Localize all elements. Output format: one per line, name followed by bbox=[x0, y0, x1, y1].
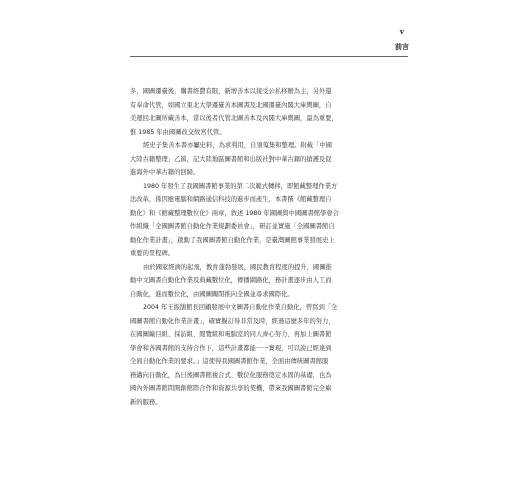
text-line: 經史子集善本書亦屬史料，為求利用，自須蒐集和整理。附載「中國 bbox=[143, 142, 332, 149]
running-head-section: 前言 bbox=[395, 43, 409, 51]
paragraph bbox=[130, 85, 405, 139]
text-line: 2004 年王振鵠館長回顧發展中文圖書自動化作業自動化，曾寫到「全 bbox=[143, 304, 338, 311]
text-line: 多，國圖遷臺後，購書經費有限，新增善本以接受公私移贈為主，另外還 bbox=[130, 88, 332, 95]
text-line: 進海外中華古籍的回歸。 bbox=[130, 169, 200, 176]
text-line: 國圖書館自動化作業計畫」，確實擬訂得非常及時，經過這麼多年的努力， bbox=[130, 317, 335, 325]
text-line: 法改革，係因應電腦和網路通信科技的進步而產生，本書撰《館藏整理自 bbox=[130, 196, 332, 203]
text-line: 新的服務。 bbox=[130, 398, 162, 406]
text-line: 全面自動化作業的要求。」這使得我國圖書館作業，全面由傳統圖書館服 bbox=[130, 358, 329, 365]
text-line: 在國圖編目組、採訪組、閱覽組和電腦室的同人齊心努力，再加上圖書館 bbox=[130, 331, 332, 338]
text-line: 1980 年發生了我國圖書館事業的第二次範式轉移，即館藏整理作業方 bbox=[143, 182, 338, 190]
text-line: 作組織「全國圖書館自動化作業規劃委員會」，研訂並實施「全國圖書館自 bbox=[130, 223, 335, 230]
paragraph bbox=[130, 261, 405, 302]
text-line: 惟 1985 年由國圖改交故宮代管。 bbox=[130, 128, 226, 136]
text-line: 學會和各國書館的支持合作下，這些計畫都能一一實現，可以說已經達到 bbox=[130, 344, 332, 352]
text-line: 有奉命代管，如國立東北大學遷臺善本圖書及北國遷臺內閣大庫輿圖，自 bbox=[130, 101, 332, 109]
body-text bbox=[130, 85, 405, 409]
text-line: 重要的里程碑。 bbox=[130, 250, 175, 257]
text-line: 動化》和《館藏整理數位化》兩章，敘述 1980 年國圖與中國圖書館學會合 bbox=[130, 209, 339, 217]
text-line: 自動化，進而數位化，由國圖關閉推向全國並尋求國際化。 bbox=[130, 290, 294, 298]
text-line: 務邁向自動化，為日後圖書館複合式、數位化服務奠定永固的基礎，也為 bbox=[130, 371, 332, 379]
paragraph bbox=[130, 139, 405, 180]
paragraph bbox=[130, 301, 405, 409]
text-line: 美運回北圖所藏善本，當以後者代管北圖善本及內閣大庫輿圖，最為重要， bbox=[130, 115, 338, 122]
text-line: 國內外圖書館間開創館際合作和資源共享的契機，帶來我國圖書館完全嶄 bbox=[130, 385, 332, 392]
text-line: 動中文圖書自動化作業及典藏數位化，傳播網路化，務計畫逐步由人工而 bbox=[130, 277, 332, 284]
text-line: 大陸古籍整理」乙節，記大陸地區圖書館和出版社對中華古籍的搶護及促 bbox=[130, 155, 332, 163]
page-header bbox=[0, 24, 520, 54]
text-line: 由於國家經濟的起飛，教育蓬勃發展，國民教育程度的提升，國圖推 bbox=[143, 263, 332, 271]
page-number: v bbox=[399, 27, 404, 36]
text-line: 動化作業計畫」，啟動了我國圖書館自動化作業，是臺灣圖館事業發展史上 bbox=[130, 236, 335, 244]
header-rule bbox=[130, 56, 408, 57]
paragraph bbox=[130, 180, 405, 261]
